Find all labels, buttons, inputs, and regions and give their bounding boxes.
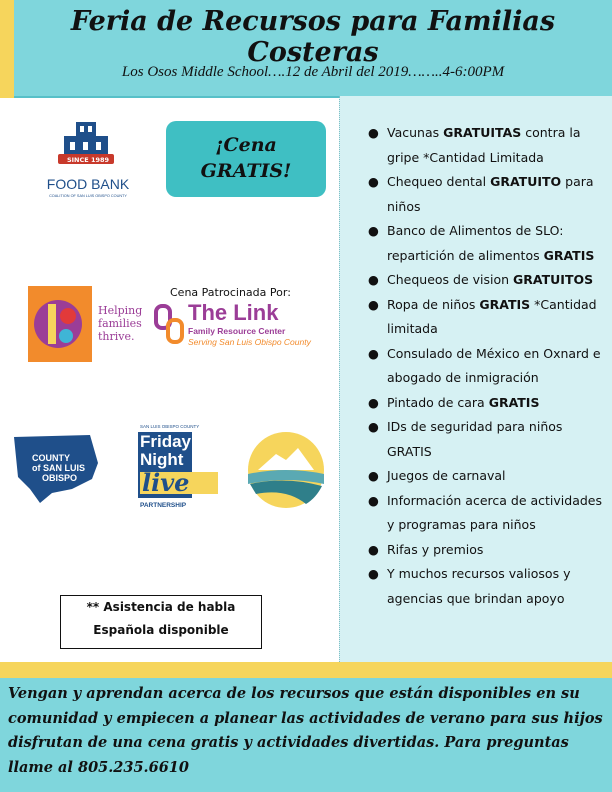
service-item (368, 464, 608, 489)
the-link-sub: Family Resource Center (188, 326, 286, 336)
service-item (368, 293, 608, 342)
service-post-text: contra la gripe *Cantidad Limitada (387, 125, 581, 165)
free-dinner-line2: GRATIS! (200, 160, 292, 182)
service-pre-text: Banco de Alimentos de SLO: repartición de alimentos (387, 223, 564, 263)
bullet-icon: ● (368, 468, 379, 483)
spanish-assistance-note (60, 595, 262, 649)
the-link-logo (152, 300, 332, 352)
footer-message: Vengan y aprendan acerca de los recursos que están disponibles en su comunidad y empiecen a planear las actividades de verano para sus hijos disfrutan de una cena gratis y actividades divertidas. Para preguntas llame al 805.235.6610 (8, 685, 603, 776)
county-line3: OBISPO (42, 473, 78, 483)
helping-families-logo (28, 286, 148, 362)
service-pre-text: Información acerca de actividades y programas para niños (387, 492, 603, 532)
friday-night-live-logo (136, 424, 220, 512)
free-dinner-box (166, 121, 326, 197)
fnl-l1: Friday (140, 432, 192, 451)
bullet-icon: ● (368, 492, 379, 508)
food-bank-name: FOOD BANK (46, 176, 130, 192)
service-pre-text: Juegos de carnaval (387, 468, 506, 483)
service-item (368, 538, 608, 563)
event-details: Los Osos Middle School….12 de Abril del 2019……..4-6:00PM (121, 64, 505, 80)
food-bank-logo (36, 120, 140, 204)
service-pre-text: Consulado de México en Oxnard e abogado de inmigración (387, 345, 601, 385)
food-bank-badge: SINCE 1989 (66, 156, 110, 164)
the-link-chain-icon (152, 300, 188, 348)
bullet-icon: ● (368, 541, 379, 557)
note-line1: ** Asistencia de habla (86, 600, 236, 614)
service-item (368, 268, 608, 293)
fnl-top: SAN LUIS OBISPO COUNTY (140, 424, 200, 429)
food-bank-tag: COALITION OF SAN LUIS OBISPO COUNTY (49, 194, 127, 198)
header-banner (14, 0, 612, 98)
service-item (368, 415, 608, 464)
helping-families-icon (28, 286, 92, 362)
county-line1: COUNTY (32, 453, 70, 463)
fnl-bottom: PARTNERSHIP (140, 502, 187, 509)
service-item (368, 170, 608, 219)
service-bold-text: GRATIS (543, 247, 595, 263)
county-line2: of SAN LUIS (32, 463, 85, 473)
service-item (368, 391, 608, 416)
service-pre-text: Vacunas (387, 125, 444, 140)
the-link-sub2: Serving San Luis Obispo County (188, 337, 311, 347)
service-bold-text: GRATUITOS (513, 272, 594, 287)
mountain-wave-icon (246, 430, 326, 510)
yellow-accent-left (0, 0, 14, 98)
service-pre-text: Pintado de cara (387, 394, 489, 410)
county-slo-logo (12, 433, 102, 505)
bullet-icon: ● (368, 174, 379, 189)
bullet-icon: ● (368, 223, 379, 238)
service-pre-text: IDs de seguridad para niños GRATIS (387, 419, 563, 459)
bullet-icon: ● (368, 345, 379, 361)
bullet-icon: ● (368, 272, 379, 287)
service-pre-text: Chequeo dental (387, 174, 491, 189)
service-item (368, 489, 608, 538)
service-bold-text: GRATUITAS (443, 125, 522, 140)
fnl-l2: Night (140, 450, 184, 469)
note-line2: Española disponible (93, 623, 229, 637)
helping-families-text: Helping families thrive. (98, 304, 143, 343)
page-title: Feria de Recursos para Familias Costeras (70, 6, 556, 68)
bullet-icon: ● (368, 394, 379, 410)
service-pre-text: Rifas y premios (387, 541, 484, 557)
service-pre-text: Y muchos recursos valiosos y agencias que brindan apoyo (387, 566, 571, 606)
footer-banner (0, 678, 612, 792)
service-bold-text: GRATUITO (490, 174, 562, 189)
service-bold-text: GRATIS (479, 296, 531, 312)
fnl-l3: live (142, 468, 190, 497)
sponsor-label: Cena Patrocinada Por: (170, 286, 291, 299)
service-item (368, 342, 608, 391)
service-bold-text: GRATIS (488, 394, 540, 410)
service-pre-text: Chequeos de vision (387, 272, 514, 287)
free-dinner-line1: ¡Cena (215, 134, 277, 156)
service-item (368, 121, 608, 170)
bullet-icon: ● (368, 419, 379, 434)
the-link-name: The Link (188, 300, 279, 325)
services-panel (339, 96, 612, 662)
service-post-text: *Cantidad limitada (387, 296, 597, 336)
services-list (368, 121, 608, 611)
mountain-logo (246, 430, 326, 510)
service-item (368, 562, 608, 611)
service-post-text: para niños (387, 174, 594, 214)
bullet-icon: ● (368, 566, 379, 581)
service-pre-text: Ropa de niños (387, 296, 480, 312)
yellow-divider (0, 662, 612, 678)
bullet-icon: ● (368, 296, 379, 312)
bullet-icon: ● (368, 125, 379, 140)
service-item (368, 219, 608, 268)
